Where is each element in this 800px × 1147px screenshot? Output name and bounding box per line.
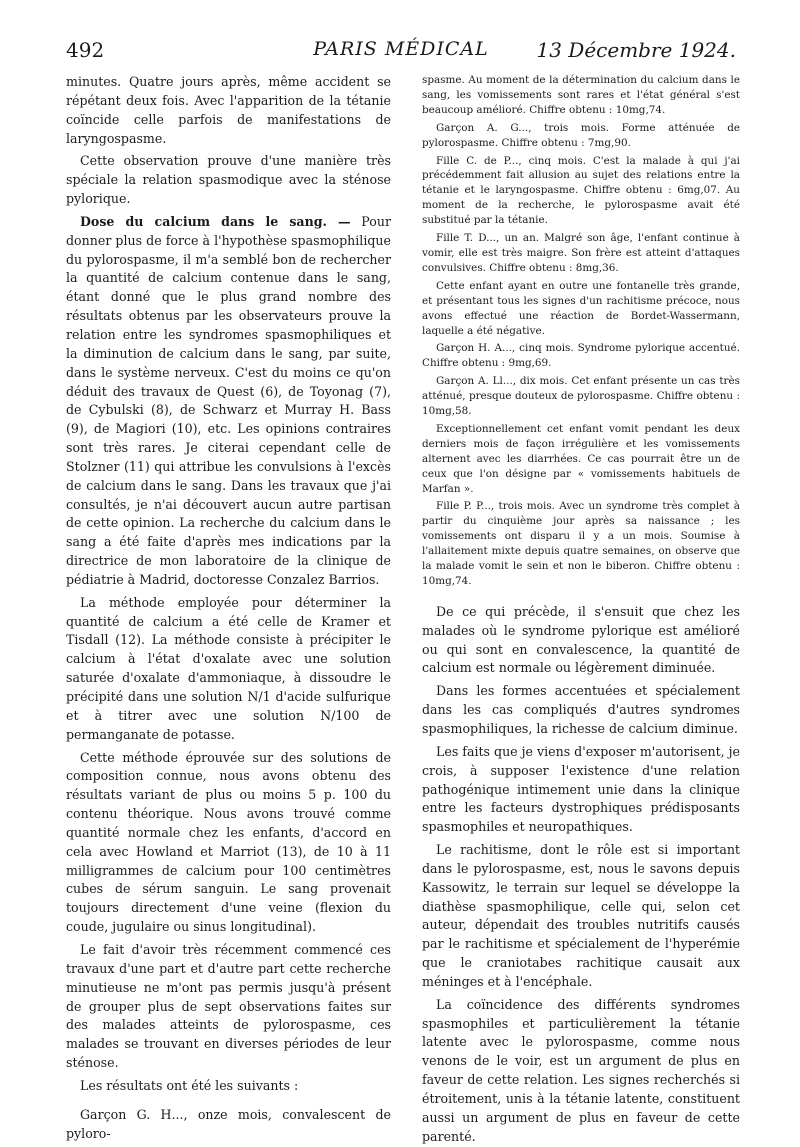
journal-title: PARIS MÉDICAL <box>313 38 489 60</box>
paragraph: Cette méthode éprouvée sur des solutions de composition connue, nous avons obtenu des résultats variant de plus ou moins 5 p. 100 du contenu théorique. Nous avons trouvé comme quantité normale chez les enfants, d'accord en cela avec Howland et Marriot (13), de 10 à 11 milligrammes de calcium pour 100 centimètres cubes de sérum sanguin. Le sang provenait toujours directement d'une veine (flexion du coude, jugulaire ou sinus longitudinal). <box>66 749 391 935</box>
case-notes <box>422 73 740 589</box>
conclusions <box>422 603 740 1147</box>
case-note: Fille T. D..., un an. Malgré son âge, l'enfant continue à vomir, elle est très maigre. Son frère est atteint d'attaques convulsives. Chiffre obtenu : 8mg,36. <box>422 232 740 274</box>
paragraph: Les faits que je viens d'exposer m'autorisent, je crois, à supposer l'existence d'une relation pathogénique intimement unie dans la clinique entre les facteurs dystrophiques prédisposants spasmophiles et neuropathiques. <box>422 743 740 835</box>
right-column <box>422 73 740 1147</box>
section-heading: Dose du calcium dans le sang. — <box>80 213 351 229</box>
page-number: 492 <box>66 38 105 62</box>
section-text: Pour donner plus de force à l'hypothèse spasmophilique du pylorospasme, il m'a semblé bon de rechercher la quantité de calcium contenue dans le sang, étant donné que le plus grand nombre des résultats obtenus par les observateurs prouve la relation entre les syndromes spasmophiliques et la diminution de calcium dans le sang, par suite, dans le système nerveux. C'est du moins ce qu'on déduit des travaux de Quest (6), de Toyonag (7), de Cybulski (8), de Schwarz et Murray H. Bass (9), de Magiori (10), etc. Les opinions contraires sont très rares. Je citerai cependant celle de Stolzner (11) qui attribue les convulsions à l'excès de calcium dans le sang. Dans les travaux que j'ai consultés, je n'ai découvert aucun autre partisan de cette opinion. La recherche du calcium dans le sang a été faite d'après mes indications par la directrice de mon laboratoire de la clinique de pédiatrie à Madrid, doctoresse Conzalez Barrios. <box>66 213 391 587</box>
case-note: Fille C. de P..., cinq mois. C'est la malade à qui j'ai précédemment fait allusion au sujet des relations entre la tétanie et le laryngospasme. Chiffre obtenu : 6mg,07. Au moment de la recherche, le pylorospasme avait été substitué par la tétanie. <box>422 154 740 227</box>
paragraph: Les résultats ont été les suivants : <box>80 1077 299 1093</box>
issue-date: 13 Décembre 1924. <box>536 38 736 62</box>
paragraph: Le fait d'avoir très récemment commencé ces travaux d'une part et d'autre part cette recherche minutieuse ne m'ont pas permis jusqu'à présent de grouper plus de sept observations faites sur des malades atteints de pylorospasme, ces malades se trouvant en diverses périodes de leur sténose. <box>66 941 391 1071</box>
paragraph: Le rachitisme, dont le rôle est si important dans le pylorospasme, est, nous le savons depuis Kassowitz, le terrain sur lequel se développe la diathèse spasmophilique, celle qui, selon cet auteur, dépendait des troubles nutritifs causés par le rachitisme et spécialement de l'hyperémie que le craniotabes rachitique causait aux méninges et à l'encéphale. <box>422 842 740 989</box>
case-note: Garçon A. Ll..., dix mois. Cet enfant présente un cas très atténué, presque douteux de pylorospasme. Chiffre obtenu : 10mg,58. <box>422 375 740 418</box>
case-note: Garçon H. A..., cinq mois. Syndrome pylorique accentué. Chiffre obtenu : 9mg,69. <box>422 342 740 370</box>
case-note: Exceptionnellement cet enfant vomit pendant les deux derniers mois de façon irrégulière et les vomissements alternent avec les diarrhées. Ce cas pourrait être un de ceux que l'on désigne par « vomissements habituels de Marfan ». <box>422 422 740 495</box>
case-note: Cette enfant ayant en outre une fontanelle très grande, et présentant tous les signes d'un rachitisme précoce, nous avons effectué une réaction de Bordet-Wassermann, laquelle a été négative. <box>422 279 740 337</box>
paragraph: La coïncidence des différents syndromes spasmophiles et particulièrement la tétanie latente avec le pylorospasme, comme nous venons de le voir, est un argument de plus en faveur de cette relation. Les signes recherchés si étroitement, unis à la tétanie latente, constituent aussi un argument de plus en faveur de cette parenté. <box>422 996 740 1144</box>
section-paragraph <box>66 213 391 590</box>
paragraph: Dans les formes accentuées et spécialement dans les cas compliqués d'autres syndromes spasmophiliques, la richesse de calcium diminue. <box>422 683 740 736</box>
paragraph: minutes. Quatre jours après, même accident se répétant deux fois. Avec l'apparition de la tétanie coïncide celle parfois de manifestations de laryngospasme. <box>66 74 391 146</box>
case-note: Fille P. P..., trois mois. Avec un syndrome très complet à partir du cinquième jour après sa naissance ; les vomissements ont disparu il y a un mois. Soumise à l'allaitement mixte depuis quatre semaines, on observe que la malade vomit le sein et non le biberon. Chiffre obtenu : 10mg,74. <box>422 500 740 587</box>
paragraph: La méthode employée pour déterminer la quantité de calcium a été celle de Kramer et Tisdall (12). La méthode consiste à précipiter le calcium à l'état d'oxalate avec une solution saturée d'oxalate d'ammoniaque, à dissoudre le précipité dans une solution N/1 d'acide sulfurique et à titrer avec une solution N/100 de permanganate de potasse. <box>66 594 391 742</box>
left-column <box>66 73 391 1143</box>
case-note: Garçon A. G..., trois mois. Forme atténuée de pylorospasme. Chiffre obtenu : 7mg,90. <box>422 121 740 149</box>
paragraph: Cette observation prouve d'une manière très spéciale la relation spasmodique avec la sténose pylorique. <box>66 153 391 207</box>
page-header <box>66 38 736 68</box>
case-note: Garçon G. H..., onze mois, convalescent de pyloro- <box>66 1106 391 1141</box>
paragraph: De ce qui précède, il s'ensuit que chez les malades où le syndrome pylorique est amélioré ou qui sont en convalescence, la quantité de calcium est normale ou légèrement diminuée. <box>422 603 740 676</box>
case-note: spasme. Au moment de la détermination du calcium dans le sang, les vomissements sont rares et l'état général s'est beaucoup amélioré. Chiffre obtenu : 10mg,74. <box>422 74 740 116</box>
